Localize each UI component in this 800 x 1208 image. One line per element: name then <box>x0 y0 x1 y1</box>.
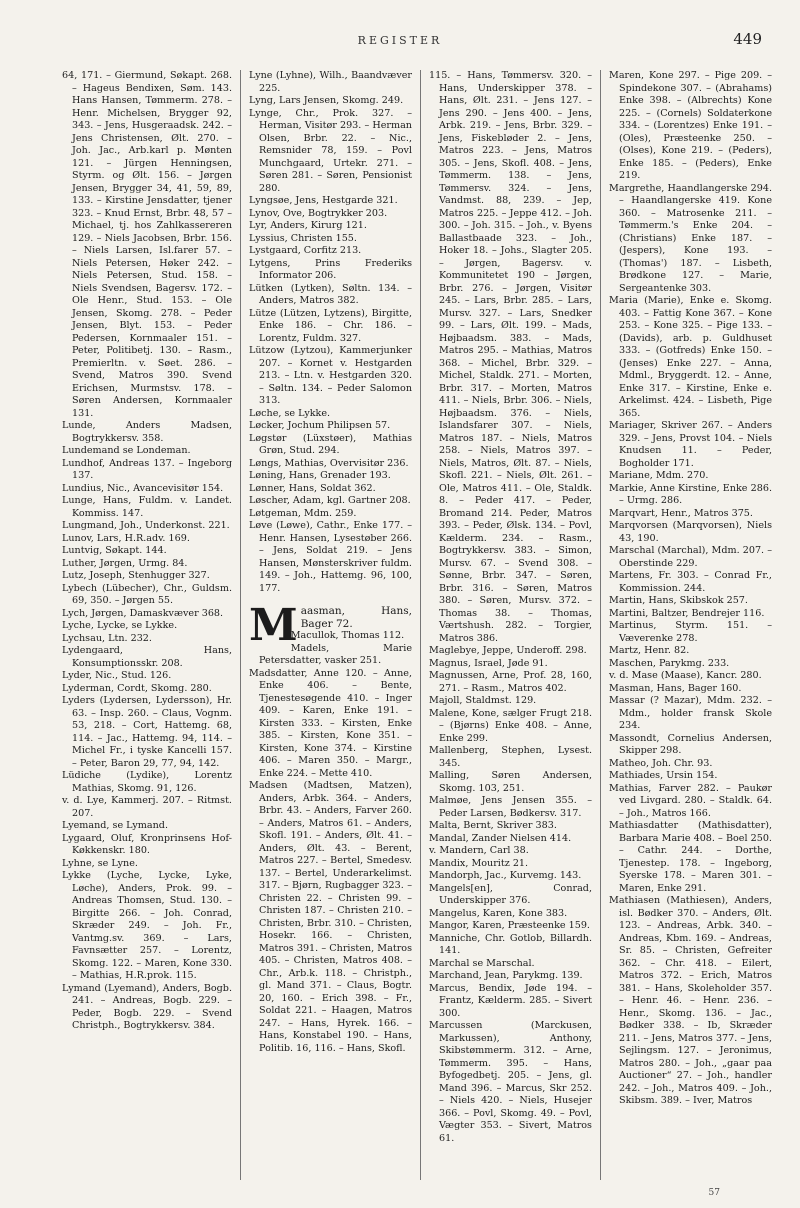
register-entry: Lydengaard, Hans, Konsumptionsskr. 208. <box>62 645 232 669</box>
register-entry: Matheo, Joh. Chr. 93. <box>609 757 713 769</box>
register-entry: Manniche, Chr. Gotlob, Billardh. 141. <box>429 932 592 956</box>
register-entry: Løscher, Adam, kgl. Gartner 208. <box>249 495 411 506</box>
register-entry: Mangels[en], Conrad, Underskipper 376. <box>429 882 592 906</box>
column-3 <box>420 70 600 1180</box>
register-entry: Lystgaard, Corfitz 213. <box>249 245 362 256</box>
register-entry: 64, 171. – Giermund, Søkapt. 268. – Hageus Bendixen, Søm. 143. Hans Hansen, Tømmerm. 278. – Henr. Michelsen, Brygger 92, 343. – Jens, Husgeraadsk. 242. – Jens Christensen, Ølt. 270. – Joh. Jac., Arb.karl p. Mønten 121. – Jürgen Henningsen, Styrm. og Ølt. 156. – Jørgen Jensen, Brygger 34, 41, 59, 89, 133. – Kirstine Jensdatter, tjener 323. – Knud Ernst, Brbr. 48, 57 – Michael, tj. hos Zahlkassereren 129. – Niels Jacobsen, Brbr. 156. – Niels Larsen, Isl.farer 57. – Niels Petersen, Høker 242. – Niels Petersen, Stud. 158. – Niels Svendsen, Bagersv. 172. – Ole Henr., Stud. 153. – Ole Jensen, Skomg. 278. – Peder Jensen, Blyt. 153. – Peder Pedersen, Kornmaaler 151. – Peter, Politibetj. 130. – Rasm., Premierltn. v. Søet. 286. – Svend, Matros 390. Svend Erichsen, Murmstsv. 178. – Søren Andersen, Kornmaaler 131. <box>62 70 232 419</box>
register-entry: Løche, se Lykke. <box>249 407 331 419</box>
register-entry: Lyr, Anders, Kirurg 121. <box>249 220 367 231</box>
register-entry: Luther, Jørgen, Urmg. 84. <box>62 557 188 569</box>
register-entry: Mandorph, Jac., Kurvemg. 143. <box>429 870 582 881</box>
column-4 <box>600 70 780 1180</box>
register-entry: Lutz, Joseph, Stenhugger 327. <box>62 570 210 581</box>
register-entry: Lyders (Lydersen, Lydersson), Hr. 63. – Insp. 260. – Claus, Vognm. 53, 218. – Cort, Hattemg. 68, 114. – Jac., Hattemg. 94, 114. – Michel Fr., i tyske Kancelli 157. – Peter, Baron 29, 77, 94, 142. <box>62 695 232 769</box>
register-entry: Lundius, Nic., Avancevisitør 154. <box>62 482 224 494</box>
register-entry: Madsen (Madtsen, Matzen), Anders, Arbk. 364. – Anders, Brbr. 43. – Anders, Farver 260. – Anders, Matros 61. – Anders, Skofl. 191. – Anders, Ølt. 41. – Anders, Ølt. 43. – Berent, Matros 227. – Bertel, Smedesv. 137. – Bertel, Underarkelimst. 317. – Bjørn, Rugbagger 323. – Christen 22. – Christen 99. – Christen 187. – Christen 210. – Christen, Brbr. 310. – Christen, Hosekr. 166. – Christen, Matros 391. – Christen, Matros 405. – Christen, Matros 408. – Chr., Arb.k. 118. – Christph., gl. Mand 371. – Claus, Bogtr. 20, 160. – Erich 398. – Fr., Soldat 221. – Haagen, Matros 247. – Hans, Hyrek. 166. – Hans, Konstabel 190. – Hans, Politib. 16, 116. – Hans, Skofl. <box>249 780 412 1054</box>
register-entry: Mariane, Mdm. 270. <box>609 470 709 481</box>
register-entry: Mallenberg, Stephen, Lysest. 345. <box>429 745 592 769</box>
register-entry: Maglebye, Jeppe, Underoff. 298. <box>429 645 587 656</box>
register-entry: Martens, Fr. 303. – Conrad Fr., Kommission. 244. <box>609 570 772 594</box>
register-entry: Mandix, Mouritz 21. <box>429 857 529 869</box>
register-entry: Mathiasdatter (Mathisdatter), Barbara Marie 408. – Boel 250. – Cathr. 244. – Dorthe, Tjenestep. 178. – Ingeborg, Syerske 178. – Maren 301. – Maren, Enke 291. <box>609 820 772 894</box>
register-entry: Mathiades, Ursin 154. <box>609 770 718 781</box>
register-entry: Malene, Kone, sælger Frugt 218. – (Bjørns) Enke 408. – Anne, Enke 299. <box>429 707 592 744</box>
sheet-signature: 57 <box>708 1188 720 1198</box>
register-entry: Løgstør (Lüxstøer), Mathias Grøn, Stud. 294. <box>249 432 412 456</box>
register-entry: Malling, Søren Andersen, Skomg. 103, 251. <box>429 770 592 794</box>
register-entry: Lüdiche (Lydike), Lorentz Mathias, Skomg. 91, 126. <box>62 770 232 794</box>
register-entry: Malta, Bernt, Skriver 383. <box>429 820 557 831</box>
register-entry: Maren, Kone 297. – Pige 209. – Spindekone 307. – (Abrahams) Enke 398. – (Albrechts) Kone 225. – (Cornels) Soldaterkone 334. – (Lorentzes) Enke 191. – (Oles), Præsteenke 250. – (Olses), Kone 219. – (Peders), Enke 185. – (Peders), Enke 219. <box>609 70 772 181</box>
register-entry: Mangor, Karen, Præsteenke 159. <box>429 920 590 931</box>
register-entry: Martz, Henr. 82. <box>609 645 690 656</box>
register-entry: Marchand, Jean, Parykmg. 139. <box>429 970 583 981</box>
register-entry: Løning, Hans, Grenader 193. <box>249 470 391 481</box>
register-entry: Lyhne, se Lyne. <box>62 857 138 869</box>
register-entry: Magnussen, Arne, Prof. 28, 160, 271. – Rasm., Matros 402. <box>429 670 592 694</box>
register-entry: Lyderman, Cordt, Skomg. 280. <box>62 682 212 694</box>
register-entry: Lundhof, Andreas 137. – Ingeborg 137. <box>62 457 232 481</box>
register-entry: Lyssius, Christen 155. <box>249 232 357 244</box>
register-entry: Lundemand se Londeman. <box>62 445 191 456</box>
register-entry: Marcus, Bendix, Jøde 194. – Frantz, Kælderm. 285. – Sivert 300. <box>429 982 592 1019</box>
register-entry: Lynov, Ove, Bogtrykker 203. <box>249 207 388 219</box>
register-entry: Marschal (Marchal), Mdm. 207. – Oberstinde 229. <box>609 545 772 569</box>
register-entry: Lykke (Lyche, Lycke, Lyke, Løche), Anders, Prok. 99. – Andreas Thomsen, Stud. 130. – Birgitte 266. – Joh. Conrad, Skræder 249. – Joh. Fr., Vantmg.sv. 369. – Lars, Favnsætter 257. – Lorentz, Skomg. 122. – Maren, Kone 330. – Mathias, H.R.prok. 115. <box>62 870 232 981</box>
register-entry: Massar (? Mazar), Mdm. 232. – Mdm., holder fransk Skole 234. <box>609 695 772 731</box>
register-entry: Lychsau, Ltn. 232. <box>62 632 152 644</box>
register-entry: Masman, Hans, Bager 160. <box>609 682 742 694</box>
register-entry: Macullok, Thomas 112. <box>290 630 405 641</box>
register-entry: Maria (Marie), Enke e. Skomg. 403. – Fattig Kone 367. – Kone 253. – Kone 325. – Pige 133. – (Davids), arb. p. Guldhuset 333. – (Gotfreds) Enke 150. – (Jenses) Enke 227. – Anna, Mdml., Bryggerdt. 12. – Anne, Enke 317. – Kirstine, Enke e. Arkelimst. 424. – Lisbeth, Pige 365. <box>609 295 772 419</box>
register-entry: Lønner, Hans, Soldat 362. <box>249 482 376 494</box>
register-entry: Lych, Jørgen, Damaskvæver 368. <box>62 607 224 619</box>
register-entry: Løngs, Mathias, Overvisitør 236. <box>249 457 409 469</box>
register-entry: Luntvig, Søkapt. 144. <box>62 545 167 556</box>
register-entry: Lymand (Lyemand), Anders, Bogb. 241. – Andreas, Bogb. 229. – Peder, Bogb. 229. – Svend Christph., Bogtrykkersv. 384. <box>62 982 232 1031</box>
register-entry: Marchal se Marschal. <box>429 957 535 969</box>
register-entry: Mathias, Farver 282. – Paukør ved Livgard. 280. – Staldk. 64. – Joh., Matros 166. <box>609 782 772 819</box>
running-title: REGISTER <box>357 34 443 47</box>
register-entry: Lunov, Lars, H.R.adv. 169. <box>62 532 190 544</box>
register-entry: Martin, Hans, Skibskok 257. <box>609 595 748 606</box>
column-1 <box>60 70 240 1180</box>
register-entry: Malmøe, Jens Jensen 355. – Peder Larsen, Bødkersv. 317. <box>429 795 592 819</box>
register-entry: v. d. Mase (Maase), Kancr. 280. <box>609 670 762 681</box>
register-entry: Mariager, Skriver 267. – Anders 329. – Jens, Provst 104. – Niels Knudsen 11. – Peder, Bogholder 171. <box>609 420 772 469</box>
register-entry: Lungmand, Joh., Underkonst. 221. <box>62 520 230 531</box>
register-entry: Lützow (Lytzou), Kammerjunker 207. – Kornet v. Hestgarden 213. – Ltn. v. Hestgarden 320. – Søltn. 134. – Peder Salomon 313. <box>249 345 412 406</box>
register-entry: Lyemand, se Lymand. <box>62 820 168 831</box>
register-entry: v. d. Lye, Kammerj. 207. – Ritmst. 207. <box>62 795 232 819</box>
register-entry: Madsdatter, Anne 120. – Anne, Enke 406. – Bente, Tjenestesøgende 410. – Inger 409. – Karen, Enke 191. – Kirsten 333. – Kirsten, Enke 385. – Kirsten, Kone 351. – Kirsten, Kone 374. – Kirstine 406. – Maren 350. – Margr., Enke 224. – Mette 410. <box>249 667 412 779</box>
register-entry: Mandal, Zander Nielsen 414. <box>429 832 572 844</box>
column-2 <box>240 70 420 1180</box>
register-entry: Løtgeman, Mdm. 259. <box>249 507 357 519</box>
register-entry: v. Mandern, Carl 38. <box>429 845 529 856</box>
register-entry: Massondt, Cornelius Andersen, Skipper 298. <box>609 732 772 756</box>
register-entry: Majoll, Staldmst. 129. <box>429 695 537 706</box>
register-entry: Lybech (Lübecher), Chr., Guldsm. 69, 350. – Jørgen 55. <box>62 582 232 606</box>
register-entry: Madels, Marie Petersdatter, vasker 251. <box>259 642 412 666</box>
register-entry: Lygaard, Oluf, Kronprinsens Hof-Køkkenskr. 180. <box>62 832 232 856</box>
drop-capital-entry-text: aasman, Hans, Bager 72. <box>300 605 412 630</box>
register-entry: Lynge, Chr., Prok. 327. – Herman, Visitør 293. – Herman Olsen, Brbr. 22. – Nic., Remsnider 78, 159. – Povl Munchgaard, Urtekr. 271. – Søren 281. – Søren, Pensionist 280. <box>249 107 412 194</box>
register-entry: Løcker, Jochum Philipsen 57. <box>249 420 391 431</box>
register-entry: Lunde, Anders Madsen, Bogtrykkersv. 358. <box>62 420 232 444</box>
register-entry: Marqvorsen (Marqvorsen), Niels 43, 190. <box>609 520 772 544</box>
register-entry: Marqvart, Henr., Matros 375. <box>609 507 753 519</box>
page-header <box>0 30 800 60</box>
register-entry: Lytgens, Prins Frederiks Informator 206. <box>249 257 412 281</box>
register-entry: Mathiasen (Mathiesen), Anders, isl. Bødker 370. – Anders, Ølt. 123. – Andreas, Arbk. 340. – Andreas, Kbm. 169. – Andreas, Sr. 85. – Christen, Gefreiter 362. – Chr. 418. – Eilert, Matros 372. – Erich, Matros 381. – Hans, Skoleholder 357. – Henr. 46. – Henr. 236. – Henr., Skomg. 136. – Jac., Bødker 338. – Ib, Skræder 211. – Jens, Matros 377. – Jens, Sejlingsm. 127. – Jeronimus, Matros 280. – Joh., „gaar paa Auctioner“ 27. – Joh., handler 242. – Joh., Matros 409. – Joh., Skibsm. 389. – Iver, Matros <box>609 895 772 1106</box>
register-entry: Lyng, Lars Jensen, Skomg. 249. <box>249 95 404 106</box>
register-entry: Lyne (Lyhne), Wilh., Baandvæver 225. <box>249 70 412 94</box>
register-entry: Margrethe, Haandlangerske 294. – Haandlangerske 419. Kone 360. – Matrosenke 211. – Tømmerm.'s Enke 204. – (Christians) Enke 187. – (Jespers), Kone 193. – (Thomas') 187. – Lisbeth, Brødkone 127. – Marie, Sergeantenke 303. <box>609 182 772 294</box>
register-entry: Lütken (Lytken), Søltn. 134. – Anders, Matros 382. <box>249 282 412 306</box>
register-entry: 115. – Hans, Tømmersv. 320. – Hans, Underskipper 378. – Hans, Ølt. 231. – Jens 127. – Jens 290. – Jens 400. – Jens, Arbk. 219. – Jens, Brbr. 329. – Jens, Fiskebløder 2. – Jens, Matros 223. – Jens, Matros 305. – Jens, Skofl. 408. – Jens, Tømmerm. 138. – Jens, Tømmersv. 324. – Jens, Vandmst. 88, 239. – Jep, Matros 225. – Jeppe 412. – Joh. 300. – Joh. 315. – Joh., v. Byens Ballastbaade 323. – Joh., Hoker 18. – Johs., Slagter 205. – Jørgen, Bagersv. v. Kommunitetet 190 – Jørgen, Brbr. 276. – Jørgen, Visitør 245. – Lars, Brbr. 285. – Lars, Mursv. 327. – Lars, Snedker 99. – Lars, Ølt. 199. – Mads, Højbaadsm. 383. – Mads, Matros 295. – Mathias, Matros 368. – Michel, Brbr. 329. – Michel, Staldk. 271. – Morten, Brbr. 317. – Morten, Matros 411. – Niels, Brbr. 306. – Niels, Højbaadsm. 376. – Niels, Islandsfarer 307. – Niels, Matros 187. – Niels, Matros 258. – Niels, Matros 397. – Niels, Matros, Ølt. 87. – Niels, Skofl. 221. – Niels, Ølt. 261. – Ole, Matros 411. – Ole, Staldk. 8. – Peder 417. – Peder, Bromand 214. Peder, Matros 393. – Peder, Ølsk. 134. – Povl, Kælderm. 234. – Rasm., Bogtrykkersv. 383. – Simon, Mursv. 67. – Svend 308. – Sønne, Brbr. 347. – Søren, Brbr. 316. – Søren, Matros 380. – Søren, Mursv. 372. – Thomas 38. – Thomas, Værtshush. 282. – Torgier, Matros 386. <box>429 70 592 644</box>
register-entry: Lütze (Lützen, Lytzens), Birgitte, Enke 186. – Chr. 186. – Lorentz, Fuldm. 327. <box>249 307 412 344</box>
register-entry: Maschen, Parykmg. 233. <box>609 657 730 669</box>
register-entry: Mangelus, Karen, Kone 383. <box>429 907 568 919</box>
register-entry: Lyder, Nic., Stud. 126. <box>62 670 172 681</box>
register-entry: Løve (Løwe), Cathr., Enke 177. – Henr. Hansen, Lysestøber 266. – Jens, Soldat 219. – Jens Hansen, Mønsterskriver fuldm. 149. – Joh., Hattemg. 96, 100, 177. <box>249 520 412 594</box>
register-entry: Lyngsøe, Jens, Hestgarde 321. <box>249 195 398 206</box>
drop-capital: M <box>249 600 298 651</box>
register-columns <box>60 70 780 1180</box>
register-entry: Marcussen (Marckusen, Markussen), Anthony, Skibstømmerm. 312. – Arne, Tømmerm. 395. – Hans, Byfogedbetj. 205. – Jens, gl. Mand 396. – Marcus, Skr 252. – Niels 420. – Niels, Husejer 366. – Povl, Skomg. 49. – Povl, Vægter 353. – Sivert, Matros 61. <box>429 1020 592 1144</box>
page-number: 449 <box>733 30 762 48</box>
register-entry: Lunge, Hans, Fuldm. v. Landet. Kommiss. 147. <box>62 495 232 519</box>
register-entry: Markie, Anne Kirstine, Enke 286. – Urmg. 286. <box>609 482 772 506</box>
register-entry: Lyche, Lycke, se Lykke. <box>62 620 178 631</box>
register-entry: Martini, Baltzer, Bendrejer 116. <box>609 607 765 619</box>
register-entry: Magnus, Israel, Jøde 91. <box>429 657 548 669</box>
register-entry: Martinus, Styrm. 151. – Væverenke 278. <box>609 620 772 644</box>
